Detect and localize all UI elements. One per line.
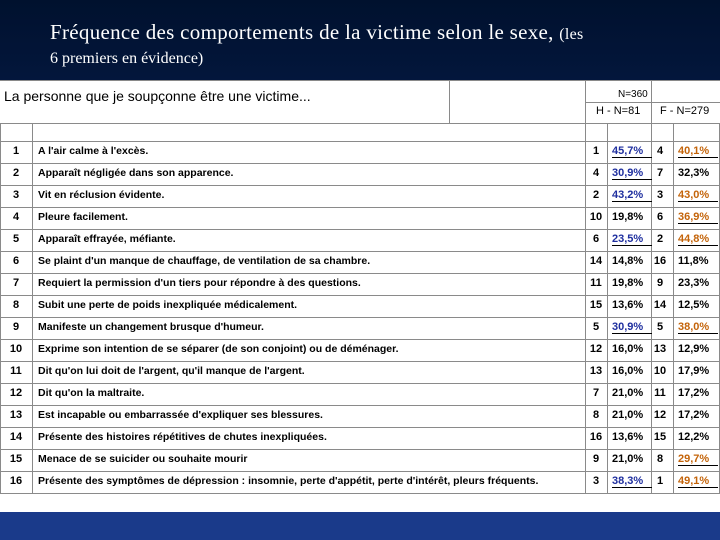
total-n: N=360 [618,89,648,100]
data-table [0,80,720,512]
women-percent: 32,3% [678,167,710,179]
women-rank: 10 [653,365,667,377]
row-behaviour: Subit une perte de poids inexpliquée médicalement. [38,299,298,311]
women-percent: 36,9% [678,211,718,224]
row-number: 13 [9,409,23,421]
title-line-1 [50,20,584,45]
grid-column-line [449,80,450,123]
men-percent: 30,9% [612,167,652,180]
women-percent: 17,2% [678,409,710,421]
men-percent: 21,0% [612,387,644,399]
slide-title [0,0,720,80]
table-row [0,405,720,427]
women-rank: 1 [656,475,664,487]
row-behaviour: Présente des histoires répétitives de chutes inexpliquées. [38,431,327,443]
table-row [0,207,720,229]
title-main: Fréquence des comportements de la victime selon le sexe, [50,20,554,44]
men-rank: 10 [589,211,603,223]
row-number: 6 [12,255,20,267]
row-number: 5 [12,233,20,245]
women-percent: 12,5% [678,299,710,311]
table-row [0,339,720,361]
row-behaviour: Présente des symptômes de dépression : insomnie, perte d'appétit, perte d'intérêt, pleurs fréquents. [38,475,539,487]
women-rank: 6 [656,211,664,223]
title-line-2: 6 premiers en évidence) [50,50,204,67]
men-percent: 13,6% [612,431,644,443]
men-rank: 8 [592,409,600,421]
row-behaviour: Menace de se suicider ou souhaite mourir [38,453,248,465]
row-behaviour: Pleure facilement. [38,211,128,223]
women-rank: 14 [653,299,667,311]
row-number: 1 [12,145,20,157]
men-rank: 12 [589,343,603,355]
women-rank: 16 [653,255,667,267]
women-percent: 40,1% [678,145,718,158]
row-behaviour: Dit qu'on lui doit de l'argent, qu'il manque de l'argent. [38,365,305,377]
table-row [0,163,720,185]
women-rank: 4 [656,145,664,157]
table-row [0,449,720,471]
women-percent: 38,0% [678,321,718,334]
men-percent: 16,0% [612,365,644,377]
row-number: 2 [12,167,20,179]
men-rank: 14 [589,255,603,267]
row-behaviour: Dit qu'on la maltraite. [38,387,145,399]
men-percent: 38,3% [612,475,652,488]
women-percent: 12,2% [678,431,710,443]
women-percent: 11,8% [678,255,709,267]
men-percent: 19,8% [612,277,644,289]
row-number: 15 [9,453,23,465]
men-rank: 7 [592,387,600,399]
men-rank: 6 [592,233,600,245]
men-rank: 3 [592,475,600,487]
men-percent: 16,0% [612,343,644,355]
women-rank: 12 [653,409,667,421]
header-women: F - N=279 [660,105,710,117]
row-number: 8 [12,299,20,311]
table-intro: La personne que je soupçonne être une victime... [4,88,311,104]
row-number: 4 [12,211,20,223]
women-percent: 12,9% [678,343,710,355]
title-paren: (les [559,26,584,43]
women-rank: 8 [656,453,664,465]
row-behaviour: Vit en réclusion évidente. [38,189,165,201]
row-number: 14 [9,431,23,443]
men-rank: 13 [589,365,603,377]
table-row [0,229,720,251]
table-row [0,251,720,273]
grid-row-line [0,80,720,81]
row-number: 12 [9,387,23,399]
grid-row-line [0,123,720,124]
women-percent: 29,7% [678,453,718,466]
men-percent: 23,5% [612,233,652,246]
table-row [0,383,720,405]
row-behaviour: Apparaît effrayée, méfiante. [38,233,176,245]
table-row [0,295,720,317]
men-rank: 16 [589,431,603,443]
row-behaviour: Est incapable ou embarrassée d'expliquer ses blessures. [38,409,323,421]
men-percent: 19,8% [612,211,644,223]
table-row [0,273,720,295]
row-number: 3 [12,189,20,201]
row-number: 9 [12,321,20,333]
table-row [0,185,720,207]
women-percent: 49,1% [678,475,718,488]
men-percent: 13,6% [612,299,644,311]
table-row [0,317,720,339]
women-rank: 7 [656,167,664,179]
men-percent: 14,8% [612,255,644,267]
row-number: 16 [9,475,23,487]
men-rank: 4 [592,167,600,179]
men-rank: 11 [590,277,602,289]
row-behaviour: Requiert la permission d'un tiers pour répondre à des questions. [38,277,361,289]
men-rank: 15 [589,299,603,311]
men-rank: 9 [592,453,600,465]
row-behaviour: Apparaît négligée dans son apparence. [38,167,234,179]
women-rank: 11 [654,387,666,399]
men-percent: 45,7% [612,145,652,158]
men-rank: 2 [592,189,600,201]
men-rank: 1 [592,145,600,157]
row-number: 10 [9,343,23,355]
men-percent: 30,9% [612,321,652,334]
women-rank: 9 [656,277,664,289]
women-rank: 2 [656,233,664,245]
grid-row-line [0,493,720,494]
men-percent: 21,0% [612,409,644,421]
men-percent: 43,2% [612,189,652,202]
women-rank: 5 [656,321,664,333]
women-percent: 23,3% [678,277,710,289]
table-row [0,427,720,449]
row-behaviour: Se plaint d'un manque de chauffage, de ventilation de sa chambre. [38,255,371,267]
women-rank: 3 [656,189,664,201]
table-row [0,141,720,163]
bottom-band [0,512,720,540]
row-behaviour: Exprime son intention de se séparer (de son conjoint) ou de déménager. [38,343,399,355]
grid-row-line [585,102,720,103]
women-percent: 43,0% [678,189,718,202]
women-percent: 17,9% [678,365,710,377]
women-percent: 44,8% [678,233,718,246]
women-rank: 15 [653,431,667,443]
women-percent: 17,2% [678,387,710,399]
table-row [0,471,720,493]
header-men: H - N=81 [596,105,641,117]
table-row [0,361,720,383]
men-rank: 5 [592,321,600,333]
women-rank: 13 [653,343,667,355]
row-behaviour: Manifeste un changement brusque d'humeur. [38,321,264,333]
row-behaviour: A l'air calme à l'excès. [38,145,149,157]
row-number: 11 [10,365,22,377]
row-number: 7 [12,277,20,289]
men-percent: 21,0% [612,453,644,465]
